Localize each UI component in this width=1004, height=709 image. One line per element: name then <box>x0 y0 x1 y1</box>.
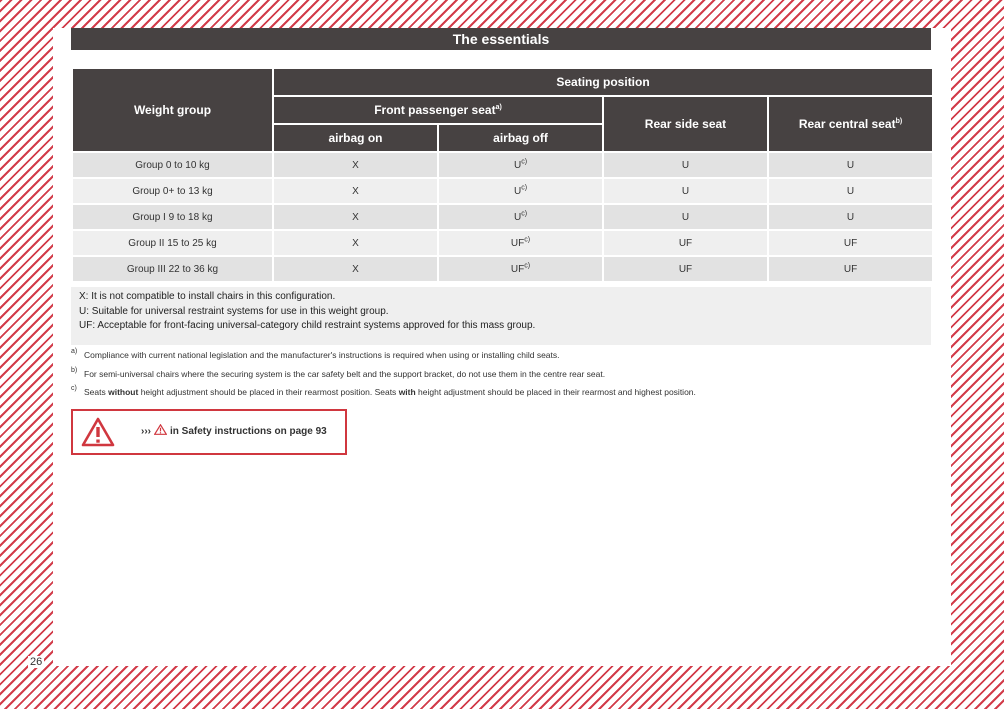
table-row <box>72 152 933 178</box>
rear-side-cell: U <box>603 204 768 230</box>
rear-central-cell: U <box>768 152 933 178</box>
footnote-marker: b) <box>71 366 78 374</box>
footnote-c: c) Seats without height adjustment should be placed in their rearmost position. Seats with height adjustment should be placed in their rearmost and highest position. <box>71 383 931 402</box>
legend-x: X: It is not compatible to install chairs in this configuration. <box>79 291 336 302</box>
safety-link-text: in Safety instructions on page 93 <box>170 425 327 437</box>
table-row <box>72 256 933 282</box>
rear-central-cell: U <box>768 178 933 204</box>
page-title: The essentials <box>71 28 931 50</box>
airbag-on-cell: X <box>273 204 438 230</box>
footnote-marker: a) <box>71 348 78 355</box>
weight-group-cell: Group 0+ to 13 kg <box>72 178 273 204</box>
weight-group-cell: Group I 9 to 18 kg <box>72 204 273 230</box>
legend-box <box>71 287 931 345</box>
airbag-on-cell: X <box>273 152 438 178</box>
rear-central-cell: UF <box>768 256 933 282</box>
airbag-off-cell: $U^{c)}$ <box>438 178 603 204</box>
warning-small-icon <box>154 424 167 438</box>
table-row <box>72 230 933 256</box>
footnote-ref-b: b) <box>895 118 903 125</box>
warning-triangle-icon <box>81 417 115 452</box>
airbag-off-cell: $U^{c)}$ <box>438 152 603 178</box>
rear-side-cell: U <box>603 178 768 204</box>
footnote-ref-c: c) <box>521 210 528 218</box>
airbag-on-cell: X <box>273 178 438 204</box>
footnotes <box>71 346 931 402</box>
footnote-ref-c: c) <box>524 236 531 244</box>
footnote-ref-c: c) <box>521 158 528 166</box>
rear-central-header: Rear central seat$^{b)}$ <box>768 96 933 152</box>
weight-group-cell: Group II 15 to 25 kg <box>72 230 273 256</box>
airbag-off-cell: UF$^{c)}$ <box>438 256 603 282</box>
footnote-text: Compliance with current national legislation and the manufacturer's instructions is required when using or installing child seats. <box>84 350 560 360</box>
airbag-off-header: airbag off <box>438 124 603 152</box>
legend-u: U: Suitable for universal restraint systems for use in this weight group. <box>79 305 389 317</box>
weight-group-header: Weight group <box>72 68 273 152</box>
airbag-on-cell: X <box>273 230 438 256</box>
rear-central-cell: U <box>768 204 933 230</box>
footnote-ref-a: a) <box>495 104 502 111</box>
airbag-on-header: airbag on <box>273 124 438 152</box>
weight-group-cell: Group 0 to 10 kg <box>72 152 273 178</box>
airbag-on-cell: X <box>273 256 438 282</box>
footnote-marker: c) <box>71 385 77 392</box>
front-passenger-header: Front passenger seat$^{a)}$ <box>273 96 603 124</box>
footnote-text: For semi-universal chairs where the securing system is the car safety belt and the support bracket, do not use them in the centre rear seat. <box>84 368 606 379</box>
table-row <box>72 178 933 204</box>
weight-group-cell: Group III 22 to 36 kg <box>72 256 273 282</box>
table-row <box>72 204 933 230</box>
page <box>53 28 951 666</box>
seating-position-header: Seating position <box>273 68 933 96</box>
child-seat-table <box>71 67 934 283</box>
page-number: 26 <box>30 656 43 668</box>
footnote-a <box>71 346 931 365</box>
safety-link[interactable] <box>141 424 327 438</box>
rear-central-cell: UF <box>768 230 933 256</box>
rear-side-header: Rear side seat <box>603 96 768 152</box>
chevron-arrows-icon: ››› <box>141 425 151 437</box>
footnote-ref-c: c) <box>521 184 528 192</box>
airbag-off-cell: $U^{c)}$ <box>438 204 603 230</box>
airbag-off-cell: UF$^{c)}$ <box>438 230 603 256</box>
footnote-ref-c: c) <box>524 262 531 270</box>
legend-uf: UF: Acceptable for front-facing universal-category child restraint systems approved for this mass group. <box>79 320 536 331</box>
rear-side-cell: U <box>603 152 768 178</box>
rear-side-cell: UF <box>603 230 768 256</box>
footnote-b <box>71 365 931 384</box>
rear-side-cell: UF <box>603 256 768 282</box>
safety-warning-box <box>71 409 347 455</box>
